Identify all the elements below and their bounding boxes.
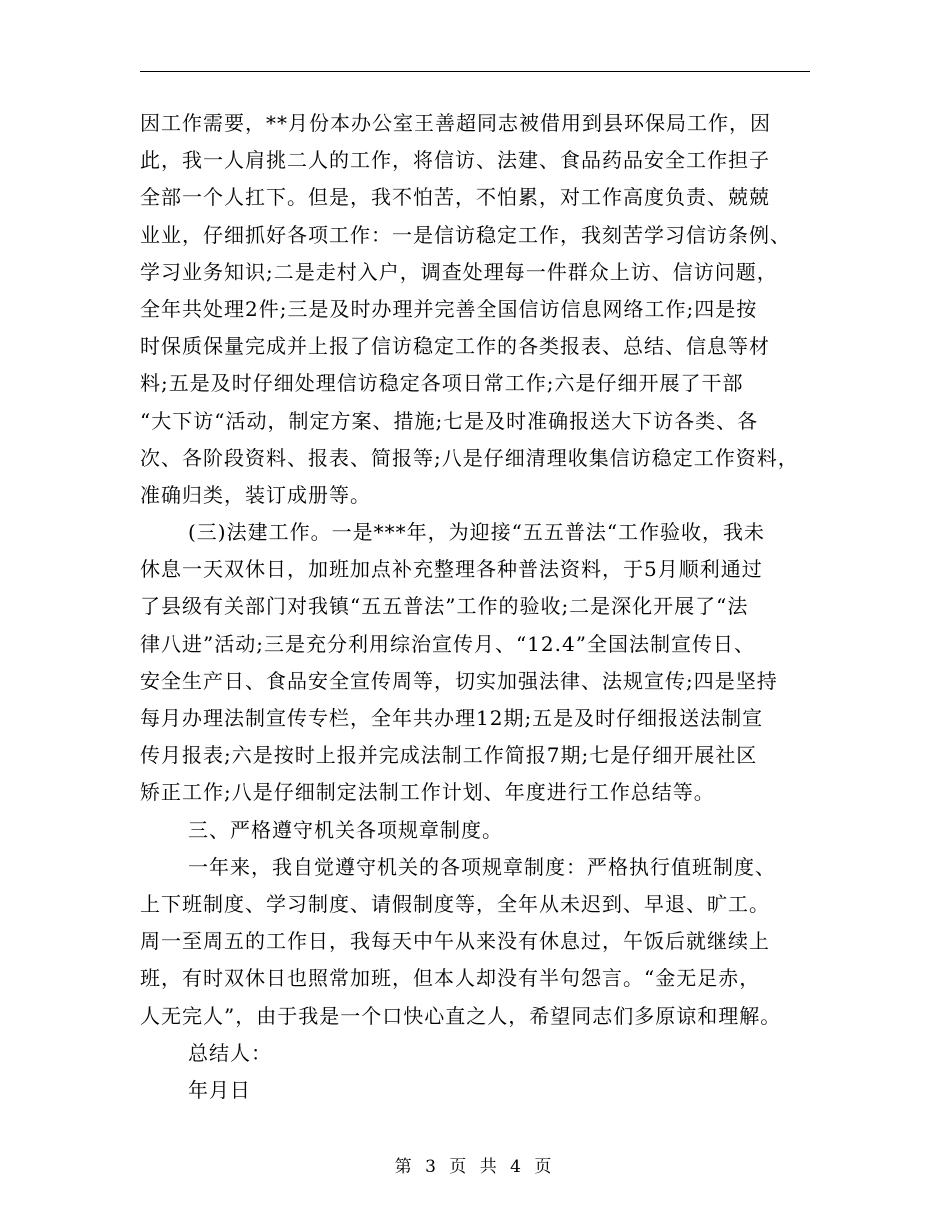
paragraph-line: 每月办理法制宣传专栏，全年共办理12期;五是及时仔细报送法制宣 — [140, 706, 764, 730]
paragraph-line: 全部一个人扛下。但是，我不怕苦，不怕累，对工作高度负责、兢兢 — [140, 185, 770, 210]
document-body — [140, 105, 820, 1109]
signature-label: 总结人： — [188, 1040, 272, 1065]
paragraph-line: 安全生产日、食品安全宣传周等，切实加强法律、法规宣传;四是坚持 — [140, 668, 778, 693]
paragraph-line: 业业，仔细抓好各项工作：一是信访稳定工作，我刻苦学习信访条例、 — [140, 222, 791, 247]
paragraph-line: 全年共处理2件;三是及时办理并完善全国信访信息网络工作;四是按 — [140, 296, 758, 321]
page-number-footer: 第 3 页 共 4 页 — [394, 1157, 556, 1177]
paragraph-line: 周一至周五的工作日，我每天中午从来没有休息过，午饭后就继续上 — [140, 929, 770, 954]
paragraph-line: 次、各阶段资料、报表、简报等;八是仔细清理收集信访稳定工作资料， — [140, 445, 799, 470]
paragraph-line: 休息一天双休日，加班加点补充整理各种普法资料，于5月顺利通过 — [140, 557, 763, 582]
paragraph-line: 矫正工作;八是仔细制定法制工作计划、年度进行工作总结等。 — [140, 780, 715, 805]
header-rule — [140, 71, 810, 72]
section-heading: 三、严格遵守机关各项规章制度。 — [188, 817, 503, 842]
paragraph-line: 上下班制度、学习制度、请假制度等，全年从未迟到、早退、旷工。 — [140, 891, 770, 916]
date-label: 年月日 — [188, 1077, 251, 1102]
paragraph-line: 律八进”活动;三是充分利用综治宣传月、“12.4”全国法制宣传日、 — [140, 631, 755, 656]
paragraph-line: (三)法建工作。一是***年，为迎接“五五普法“工作验收，我未 — [188, 520, 766, 545]
paragraph-line: 传月报表;六是按时上报并完成法制工作简报7期;七是仔细开展社区 — [140, 743, 758, 768]
paragraph-line: 料;五是及时仔细处理信访稳定各项日常工作;六是仔细开展了干部 — [140, 371, 744, 396]
paragraph-line: 准确归类，装订成册等。 — [140, 482, 371, 507]
paragraph-line: 时保质保量完成并上报了信访稳定工作的各类报表、总结、信息等材 — [140, 334, 770, 359]
paragraph-line: 此，我一人肩挑二人的工作，将信访、法建、食品药品安全工作担子 — [140, 148, 770, 173]
paragraph-line: 学习业务知识;二是走村入户，调查处理每一件群众上访、信访问题， — [140, 259, 778, 284]
paragraph-line: 班，有时双休日也照常加班，但本人却没有半句怨言。“金无足赤， — [140, 966, 761, 991]
paragraph-line: 了县级有关部门对我镇“五五普法”工作的验收;二是深化开展了“法 — [140, 594, 749, 619]
paragraph-line: 因工作需要，**月份本办公室王善超同志被借用到县环保局工作，因 — [140, 111, 771, 135]
paragraph-line: 一年来，我自觉遵守机关的各项规章制度：严格执行值班制度、 — [188, 854, 776, 879]
paragraph-line: “大下访“活动，制定方案、措施;七是及时准确报送大下访各类、各 — [140, 408, 759, 433]
paragraph-line: 人无完人”，由于我是一个口快心直之人，希望同志们多原谅和理解。 — [140, 1003, 782, 1028]
